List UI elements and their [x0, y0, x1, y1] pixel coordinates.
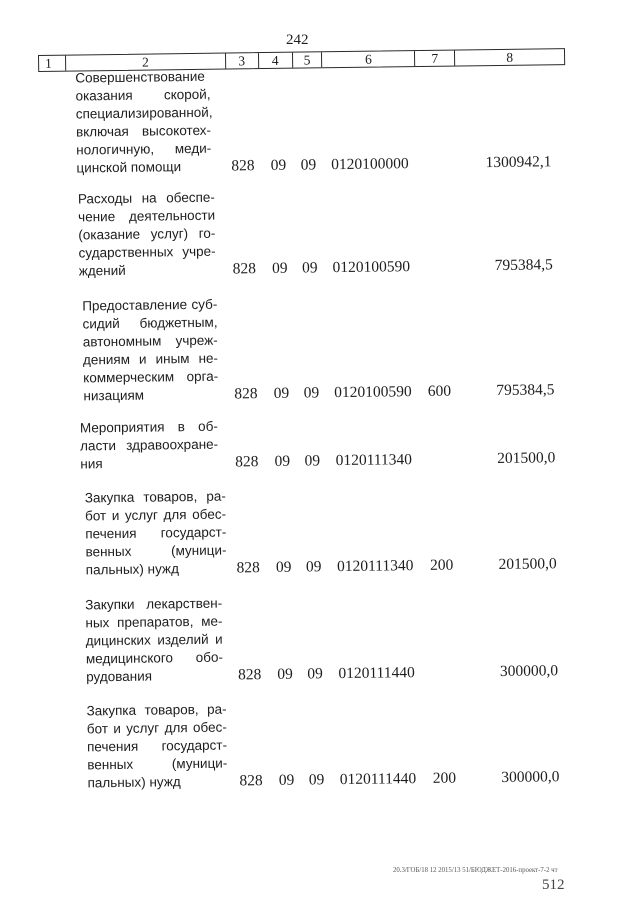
cell-col3: 828: [237, 666, 262, 684]
description-line: пальных) нужд: [85, 561, 179, 578]
table-row: [45, 590, 573, 687]
description-line: Закупки лекарствен-: [85, 595, 223, 613]
description-line: низациям: [83, 387, 145, 404]
description-line: Предоставление суб-: [82, 296, 218, 314]
cell-col5: 09: [305, 558, 322, 576]
page-number: 242: [286, 32, 309, 48]
description-line: ждений: [78, 262, 126, 279]
empty-cell: [43, 454, 230, 474]
cell-col8: 300000,0: [499, 662, 559, 681]
description-line: дицинских изделий и: [85, 631, 223, 649]
description-line: Мероприятия в об-: [79, 418, 218, 436]
cell-col4: 09: [274, 452, 291, 470]
header-cell-8: 8: [506, 49, 514, 65]
table-row: [43, 413, 571, 474]
header-cell-4: 4: [259, 53, 293, 68]
empty-cell: [423, 663, 463, 682]
description-line: печения государст-: [85, 524, 227, 542]
description-line: ласти здравоохране-: [80, 436, 219, 454]
description-line: включая высокотех-: [75, 122, 212, 140]
description-line: дениям и иным не-: [82, 350, 219, 368]
description-line: чение деятельности: [78, 207, 216, 225]
table-row: [38, 63, 566, 178]
cell-col5: 09: [300, 156, 317, 174]
cell-col7: 200: [432, 769, 457, 787]
table-row: [41, 291, 569, 406]
cell-col8: 300000,0: [501, 768, 560, 786]
description-line: бот и услуг для обес-: [86, 719, 227, 737]
description-line: сидий бюджетным,: [82, 314, 218, 332]
cell-col6: 0120111440: [338, 664, 415, 683]
header-cell-6: 6: [322, 51, 415, 67]
cell-col6: 0120100000: [331, 155, 409, 174]
cell-col3: 828: [235, 453, 259, 471]
cell-col6: 0120100590: [334, 383, 412, 402]
header-cell-3: 3: [226, 53, 259, 68]
footer-file-path: 20.3/ГОБ/18 12 2015/13 51/БЮДЖЕТ-2016-проект-7-2 чт: [393, 867, 558, 874]
cell-col4: 09: [270, 156, 287, 174]
description-line: Расходы на обеспе-: [77, 189, 215, 207]
description-line: печения государст-: [86, 737, 228, 755]
empty-cell: [416, 155, 456, 174]
description-line: автономным учреж-: [82, 332, 218, 350]
description-line: медицинского обо-: [85, 649, 223, 667]
description-line: оказания скорой,: [75, 86, 211, 104]
cell-col8: 1300942,1: [485, 153, 552, 172]
sheet-number: 512: [542, 877, 565, 893]
empty-cell: [39, 158, 226, 178]
header-cell-7: 7: [415, 51, 455, 67]
cell-col5: 09: [304, 452, 321, 470]
cell-col4: 09: [273, 384, 290, 402]
description-line: Закупка товаров, ра-: [86, 701, 227, 719]
description-line: бот и услуг для обес-: [84, 506, 227, 524]
description-line: коммерческим орга-: [83, 368, 219, 386]
description-line: Совершенствование: [75, 68, 205, 86]
cell-col3: 828: [236, 559, 260, 577]
cell-col5: 09: [308, 771, 325, 789]
description-line: пальных) нужд: [87, 774, 181, 791]
table-row: [44, 483, 572, 580]
cell-col6: 0120111340: [336, 557, 414, 576]
header-cell-1: 1: [39, 56, 66, 71]
cell-col8: 795384,5: [494, 256, 553, 275]
description-line: специализированной,: [75, 104, 213, 122]
cell-col4: 09: [275, 558, 292, 576]
cell-col5: 09: [307, 665, 323, 683]
header-cell-2: 2: [66, 54, 226, 71]
description-line: цинской помощи: [76, 159, 182, 176]
cell-col3: 828: [239, 772, 263, 790]
budget-table: [38, 48, 575, 795]
cell-col5: 09: [301, 259, 318, 277]
empty-cell: [42, 386, 229, 406]
cell-col3: 828: [234, 385, 258, 403]
cell-col8: 201500,0: [498, 555, 557, 574]
cell-col5: 09: [303, 384, 320, 402]
description-line: сударственных учре-: [78, 243, 216, 261]
description-line: ния: [80, 456, 103, 472]
empty-cell: [41, 261, 228, 281]
empty-cell: [47, 772, 234, 792]
description-line: венных (муници-: [87, 755, 228, 773]
cell-col7: 200: [429, 556, 454, 574]
cell-col6: 0120111340: [335, 451, 413, 470]
cell-col6: 0120100590: [332, 258, 411, 277]
description-line: рудования: [86, 668, 153, 685]
table-row: [46, 696, 574, 793]
cell-col8: 795384,5: [496, 381, 555, 400]
cell-col4: 09: [271, 259, 288, 277]
empty-cell: [46, 666, 233, 686]
cell-col6: 0120111440: [339, 770, 417, 789]
table-row: [40, 184, 568, 281]
cell-col8: 201500,0: [497, 449, 556, 468]
cell-col3: 828: [231, 157, 255, 175]
cell-col4: 09: [278, 771, 295, 789]
description-line: ных препаратов, ме-: [85, 613, 223, 631]
cell-col4: 09: [277, 665, 293, 683]
empty-cell: [420, 451, 460, 470]
empty-cell: [45, 560, 232, 580]
header-cell-5: 5: [293, 52, 323, 67]
description-line: Закупка товаров, ра-: [84, 488, 226, 506]
description-line: венных (муници-: [85, 542, 227, 560]
cell-col7: 600: [427, 382, 452, 400]
description-line: (оказание услуг) го-: [78, 225, 216, 243]
description-line: нологичную, меди-: [76, 140, 212, 158]
empty-cell: [418, 258, 458, 277]
cell-col3: 828: [232, 260, 257, 278]
